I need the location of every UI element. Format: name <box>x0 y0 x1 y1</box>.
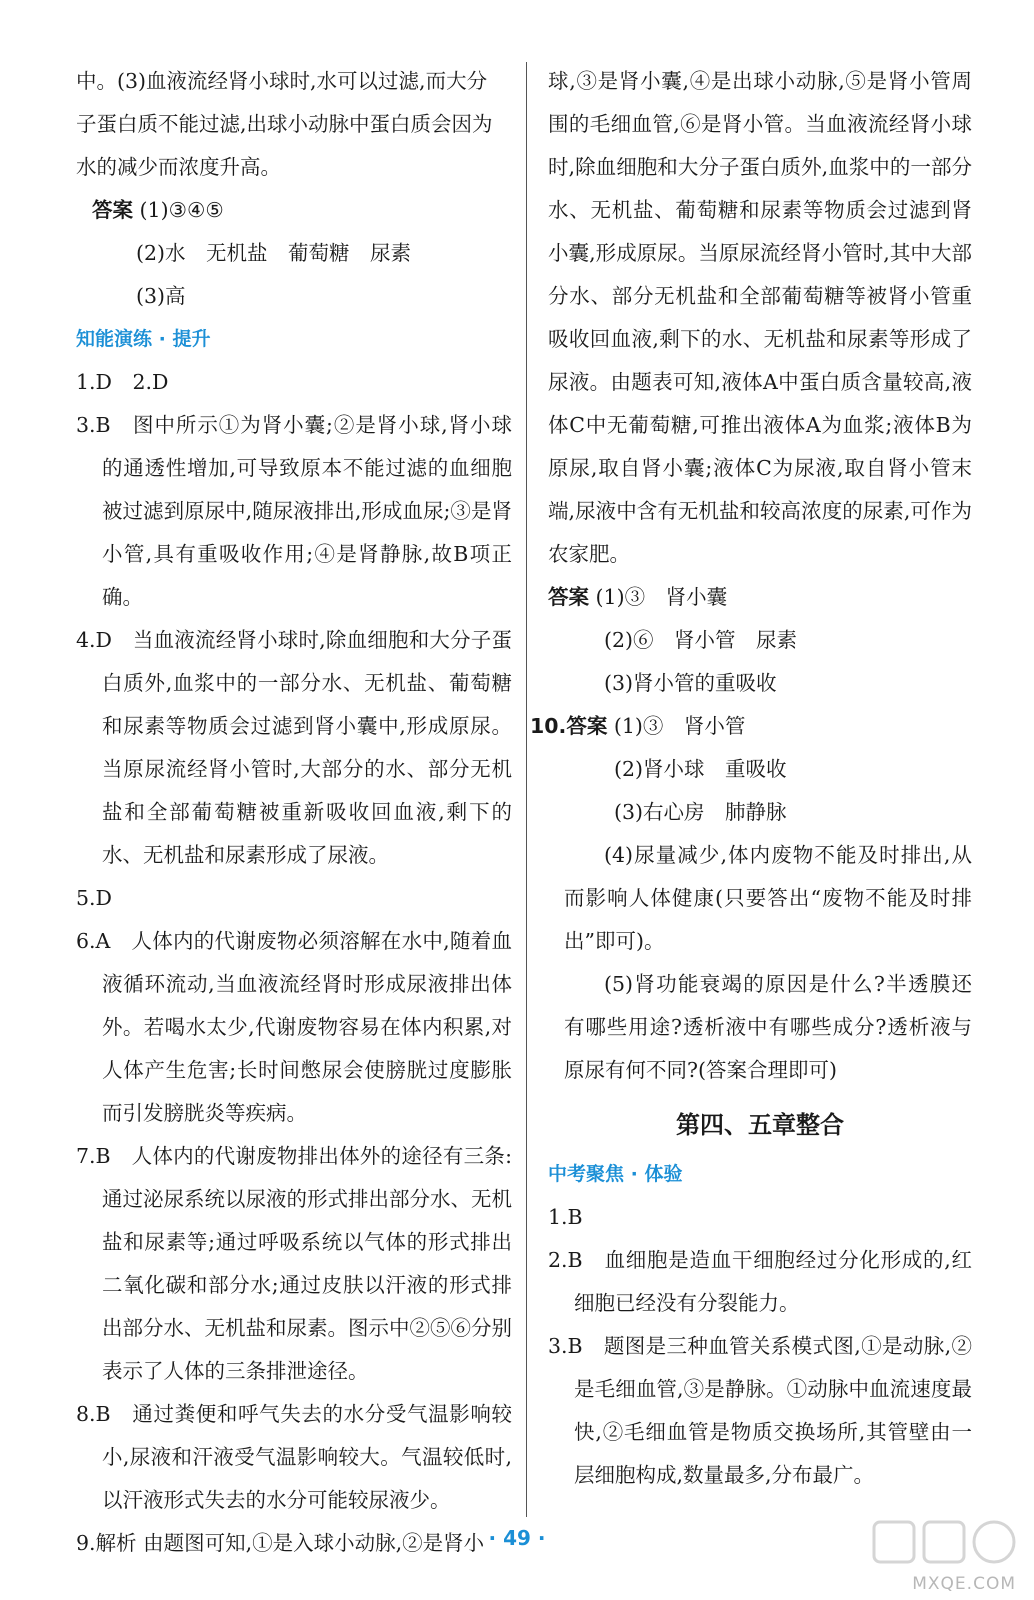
section-title-zhongkao: 中考聚焦 · 体验 <box>548 1163 683 1185</box>
question-6: 6.A 人体内的代谢废物必须溶解在水中,随着血液循环流动,当血液流经肾时形成尿液排出体外。若喝水太少,代谢废物容易在体内积累,对人体产生危害;长时间憋尿会使膀胱过度膨胀而引发膀胱炎等疾病。 <box>76 929 512 1125</box>
zhongkao-question-2: 2.B 血细胞是造血干细胞经过分化形成的,红细胞已经没有分裂能力。 <box>548 1248 972 1315</box>
chapter-title: 第四、五章整合 <box>676 1111 844 1139</box>
question-5: 5.D <box>76 886 112 910</box>
intro-line: 中。(3)血液流经肾小球时,水可以过滤,而大分 <box>76 69 488 93</box>
q10-answer-3: (3)右心房 肺静脉 <box>614 800 787 824</box>
zhongkao-question-1: 1.B <box>548 1205 583 1229</box>
answer-label: 答案 <box>92 198 133 222</box>
watermark-logo-icon <box>870 1516 1020 1582</box>
answer-2: (2)水 无机盐 葡萄糖 尿素 <box>136 241 412 265</box>
q9-answer-3: (3)肾小管的重吸收 <box>604 671 777 695</box>
q9-answer-1: (1)③ 肾小囊 <box>595 585 728 609</box>
q10-answer-row <box>530 705 972 748</box>
question-9-continued: 球,③是肾小囊,④是出球小动脉,⑤是肾小管周围的毛细血管,⑥是肾小管。当血液流经肾小球时,除血细胞和大分子蛋白质外,血浆中的一部分水、无机盐、葡萄糖和尿素等物质会过滤到肾小囊,形成原尿。当原尿流经肾小管时,其中大部分水、部分无机盐和全部葡萄糖等被肾小管重吸收回血液,剩下的水、无机盐和尿素等形成了尿液。由题表可知,液体A中蛋白质含量较高,液体C中无葡萄糖,可推出液体A为血浆;液体B为原尿,取自肾小囊;液体C为尿液,取自肾小管末端,尿液中含有无机盐和较高浓度的尿素,可作为农家肥。 <box>548 69 972 566</box>
question-8: 8.B 通过粪便和呼气失去的水分受气温影响较小,尿液和汗液受气温影响较大。气温较低时,以汗液形式失去的水分可能较尿液少。 <box>76 1402 512 1512</box>
q10-answer-4: (4)尿量减少,体内废物不能及时排出,从而影响人体健康(只要答出“废物不能及时排出”即可)。 <box>564 843 972 953</box>
q9-answer-2: (2)⑥ 肾小管 尿素 <box>604 628 798 652</box>
question-4: 4.D 当血液流经肾小球时,除血细胞和大分子蛋白质外,血浆中的一部分水、无机盐、葡萄糖和尿素等物质会过滤到肾小囊中,形成原尿。当原尿流经肾小管时,大部分的水、部分无机盐和全部葡萄糖被重新吸收回血液,剩下的水、无机盐和尿素形成了尿液。 <box>76 628 512 867</box>
q10-answer-2: (2)肾小球 重吸收 <box>614 757 787 781</box>
q10-answer-1: (1)③ 肾小管 <box>613 714 746 738</box>
watermark-text: MXQE.COM <box>912 1574 1016 1594</box>
answer-row <box>76 189 512 232</box>
q10-answer-5: (5)肾功能衰竭的原因是什么?半透膜还有哪些用途?透析液中有哪些成分?透析液与原尿有何不同?(答案合理即可) <box>564 972 972 1082</box>
zhongkao-question-3: 3.B 题图是三种血管关系模式图,①是动脉,②是毛细血管,③是静脉。①动脉中血流速度最快,②毛细血管是物质交换场所,其管壁由一层细胞构成,数量最多,分布最广。 <box>548 1334 972 1487</box>
q10-label: 10.答案 <box>530 714 608 738</box>
left-column <box>76 60 512 1565</box>
question-9-start: 9.解析 由题图可知,①是入球小动脉,②是肾小 <box>76 1531 485 1555</box>
column-divider <box>526 62 527 1517</box>
answer-label: 答案 <box>548 585 589 609</box>
intro-line: 子蛋白质不能过滤,出球小动脉中蛋白质会因为 <box>76 112 493 136</box>
right-column <box>530 60 972 1497</box>
intro-line: 水的减少而浓度升高。 <box>76 155 281 179</box>
page-number: · 49 · <box>488 1526 546 1550</box>
answer-1: (1)③④⑤ <box>139 198 224 222</box>
question-1-2: 1.D 2.D <box>76 370 169 394</box>
q9-answer-row <box>548 576 972 619</box>
section-title-zhineng: 知能演练 · 提升 <box>76 328 211 350</box>
answer-3: (3)高 <box>136 284 186 308</box>
question-7: 7.B 人体内的代谢废物排出体外的途径有三条:通过泌尿系统以尿液的形式排出部分水、无机盐和尿素等;通过呼吸系统以气体的形式排出二氧化碳和部分水;通过皮肤以汗液的形式排出部分水、无机盐和尿素。图示中②⑤⑥分别表示了人体的三条排泄途径。 <box>76 1144 512 1383</box>
question-3: 3.B 图中所示①为肾小囊;②是肾小球,肾小球的通透性增加,可导致原本不能过滤的血细胞被过滤到原尿中,随尿液排出,形成血尿;③是肾小管,具有重吸收作用;④是肾静脉,故B项正确。 <box>76 413 512 609</box>
